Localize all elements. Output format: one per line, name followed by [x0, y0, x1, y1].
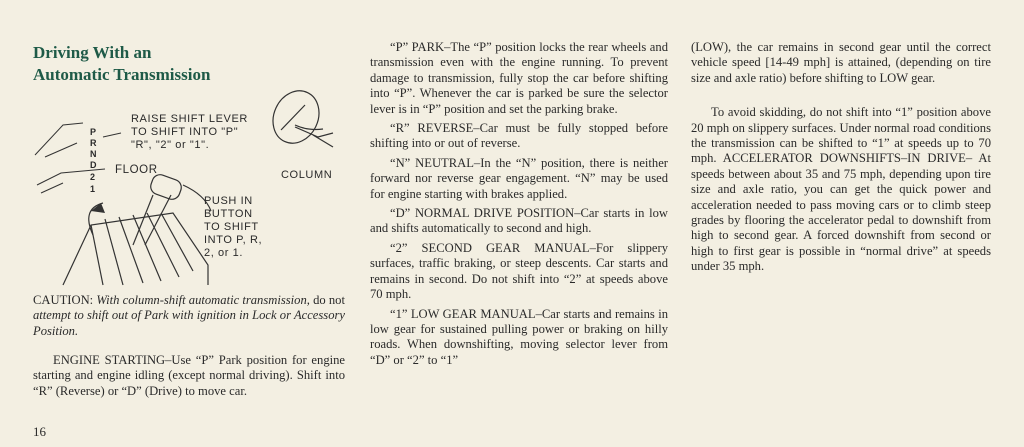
column-label: COLUMN	[281, 169, 333, 181]
second-gear-paragraph: “2” SECOND GEAR MANUAL–For slippery surfaces, traffic braking, or steep descents. Car starts and remains in second. Do not shift into “2” at speeds above 70 mph.	[370, 240, 668, 302]
reverse-paragraph: “R” REVERSE–Car must be fully stopped before shifting into or out of reverse.	[370, 121, 668, 151]
caution-text-1: With column-shift automatic transmission,	[96, 293, 314, 307]
section-heading	[33, 42, 333, 86]
column-2	[370, 40, 668, 368]
raise-lever-label: RAISE SHIFT LEVER TO SHIFT INTO "P" "R", "2" or "1".	[131, 113, 248, 151]
gear-letter-2: 2	[90, 172, 96, 182]
caution-text-2: attempt to shift out of Park with ignition in Lock or Accessory Position.	[33, 308, 345, 338]
park-paragraph: “P” PARK–The “P” position locks the rear wheels and transmission even with the engine running. To prevent damage to transmission, fully stop the car before shifting into “P”. Whenever the car is parked be sure the selector lever is in “P” position and set the parking brake.	[370, 40, 668, 116]
caution-note	[33, 293, 345, 339]
heading-line-1: Driving With an	[33, 43, 152, 62]
push-button-label: PUSH IN BUTTON TO SHIFT INTO P, R, 2, or 1.	[204, 195, 263, 259]
gear-letter-n: N	[90, 149, 97, 159]
gear-letter-1: 1	[90, 184, 96, 194]
floor-label: FLOOR	[115, 164, 158, 176]
caution-emphasis: do not	[313, 293, 345, 307]
leader-lines	[35, 123, 121, 193]
steering-column-sketch	[265, 85, 333, 151]
shift-lever-diagram	[33, 85, 345, 295]
gear-letter-d: D	[90, 160, 97, 170]
low-continued-paragraph: (LOW), the car remains in second gear until the correct vehicle speed [14-49 mph] is attained, (depending on tire size and axle ratio) before shifting to LOW gear.	[691, 40, 991, 85]
neutral-paragraph: “N” NEUTRAL–In the “N” position, there is neither forward nor reverse gear engagement. “N” may be used for engine starting with brakes applied.	[370, 155, 668, 201]
engine-starting-paragraph: ENGINE STARTING–Use “P” Park position for engine starting and engine idling (except normal driving). Shift into “R” (Reverse) or “D” (Drive) to move car.	[33, 353, 345, 398]
caution-lead: CAUTION:	[33, 293, 97, 307]
gear-letter-r: R	[90, 138, 97, 148]
skidding-paragraph: To avoid skidding, do not shift into “1” position above 20 mph on slippery surfaces. Under normal road conditions the transmission can be shifted to “1” at speeds up to 70 mph. ACCELERATOR DOWNSHIFTS–IN DRIVE– At speeds between about 35 and 75 mph, depending upon tire size and axle ratio, you can get the quick power and acceleration needed to pass moving cars or to climb steep grades by flooring the accelerator pedal to downshift from high to second gear. A forced downshift from second or high to first gear is possible in “normal drive” at speeds under 35 mph.	[691, 105, 991, 274]
page-number: 16	[33, 424, 46, 439]
low-gear-paragraph: “1” LOW GEAR MANUAL–Car starts and remains in low gear for sustained pulling power or braking on hilly roads. When downshifting, moving selector lever from “D” or “2” to “1”	[370, 306, 668, 367]
floor-shifter-sketch	[63, 172, 211, 285]
heading-line-2: Automatic Transmission	[33, 65, 211, 84]
drive-paragraph: “D” NORMAL DRIVE POSITION–Car starts in low and shifts automatically to second and high.	[370, 206, 668, 236]
gear-letter-p: P	[90, 127, 97, 137]
column-3	[691, 40, 991, 275]
